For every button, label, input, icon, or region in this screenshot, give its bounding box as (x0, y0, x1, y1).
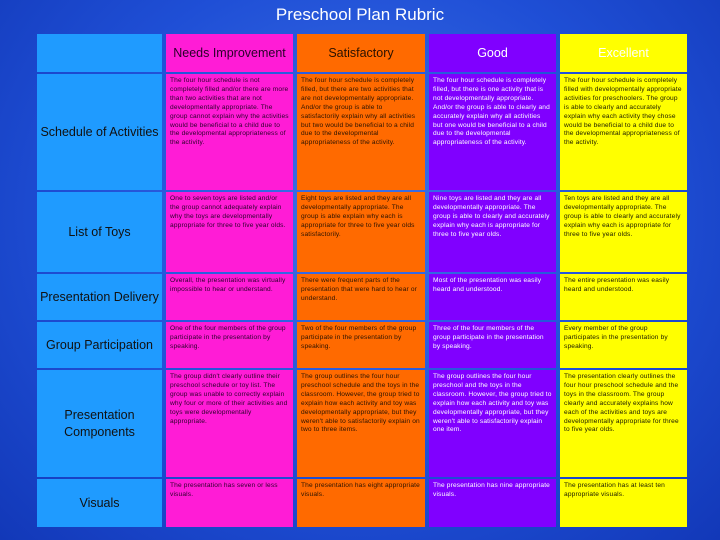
rubric-cell: Eight toys are listed and they are all developmentally appropriate. The group is able explain why each is appropriate for three to five year olds satisfactorily. (297, 192, 425, 272)
rubric-cell: The presentation clearly outlines the four hour preschool schedule and the toys in the classroom. The group clearly and accurately explains how each of the activities and toys are developmentally appropriate for three to five year olds. (560, 370, 687, 477)
row-label-schedule: Schedule of Activities (37, 74, 162, 190)
corner-cell (37, 34, 162, 72)
rubric-cell: Overall, the presentation was virtually impossible to hear or understand. (166, 274, 293, 320)
rubric-cell: Most of the presentation was easily heard and understood. (429, 274, 556, 320)
row-label-toys: List of Toys (37, 192, 162, 272)
row-label-participation: Group Participation (37, 322, 162, 368)
rubric-cell: There were frequent parts of the presentation that were hard to hear or understand. (297, 274, 425, 320)
rubric-cell: The entire presentation was easily heard and understood. (560, 274, 687, 320)
rubric-cell: Nine toys are listed and they are all developmentally appropriate. The group is able to clearly and accurately explain why each is appropriate for three to five year olds. (429, 192, 556, 272)
rubric-cell: The four hour schedule is completely filled with developmentally appropriate activities for preschoolers. The group is able to clearly and accurately explain why each activity they chose would be beneficial to a child due to the developmental appropriateness of the activity. (560, 74, 687, 190)
rubric-cell: The presentation has eight appropriate visuals. (297, 479, 425, 527)
rubric-cell: The presentation has at least ten appropriate visuals. (560, 479, 687, 527)
header-satisfactory: Satisfactory (297, 34, 425, 72)
rubric-cell: Ten toys are listed and they are all developmentally appropriate. The group is able to clearly and accurately explain why each is appropriate for three to five year olds. (560, 192, 687, 272)
rubric-cell: One to seven toys are listed and/or the group cannot adequately explain why the toys are developmentally appropriate for three to five year olds. (166, 192, 293, 272)
row-label-delivery: Presentation Delivery (37, 274, 162, 320)
header-excellent: Excellent (560, 34, 687, 72)
row-label-visuals: Visuals (37, 479, 162, 527)
rubric-cell: The group outlines the four hour preschool schedule and the toys in the classroom. However, the group tried to explain how each activity and toy was developmentally appropriate, but they weren't able to satisfactorily explain on two to three items. (297, 370, 425, 477)
rubric-cell: The group didn't clearly outline their preschool schedule or toy list. The group was unable to correctly explain why four or more of their activities and toys were developmentally appropriate. (166, 370, 293, 477)
rubric-cell: The four hour schedule is not completely filled and/or there are more than two activities that are not developmentally appropriate. The group cannot explain why the activities would be beneficial to a child due to the developmental appropriateness of the activity. (166, 74, 293, 190)
page-title: Preschool Plan Rubric (275, 5, 445, 24)
row-label-components: Presentation Components (37, 370, 162, 477)
rubric-cell: The group outlines the four hour preschool and the toys in the classroom. However, the group tried to explain how each activity and toy was developmentally appropriate, but they weren't able to satisfactorily explain one item. (429, 370, 556, 477)
rubric-cell: Two of the four members of the group participate in the presentation by speaking. (297, 322, 425, 368)
rubric-cell: The four hour schedule is completely filled, but there are two activities that are not developmentally appropriate. And/or the group is able to satisfactorily explain why all activities but two would be beneficial to a child due to the developmental appropriateness of the activity. (297, 74, 425, 190)
rubric-cell: The presentation has seven or less visuals. (166, 479, 293, 527)
rubric-cell: Three of the four members of the group participate in the presentation by speaking. (429, 322, 556, 368)
rubric-table (37, 34, 715, 538)
rubric-cell: The four hour schedule is completely filled, but there is one activity that is not developmentally appropriate. And/or the group is able to clearly and accurately explain why all activities but one would be beneficial to a child due to the developmental appropriateness of the activity. (429, 74, 556, 190)
rubric-cell: One of the four members of the group participate in the presentation by speaking. (166, 322, 293, 368)
header-needs-improvement: Needs Improvement (166, 34, 293, 72)
header-good: Good (429, 34, 556, 72)
rubric-cell: Every member of the group participates in the presentation by speaking. (560, 322, 687, 368)
rubric-cell: The presentation has nine appropriate visuals. (429, 479, 556, 527)
